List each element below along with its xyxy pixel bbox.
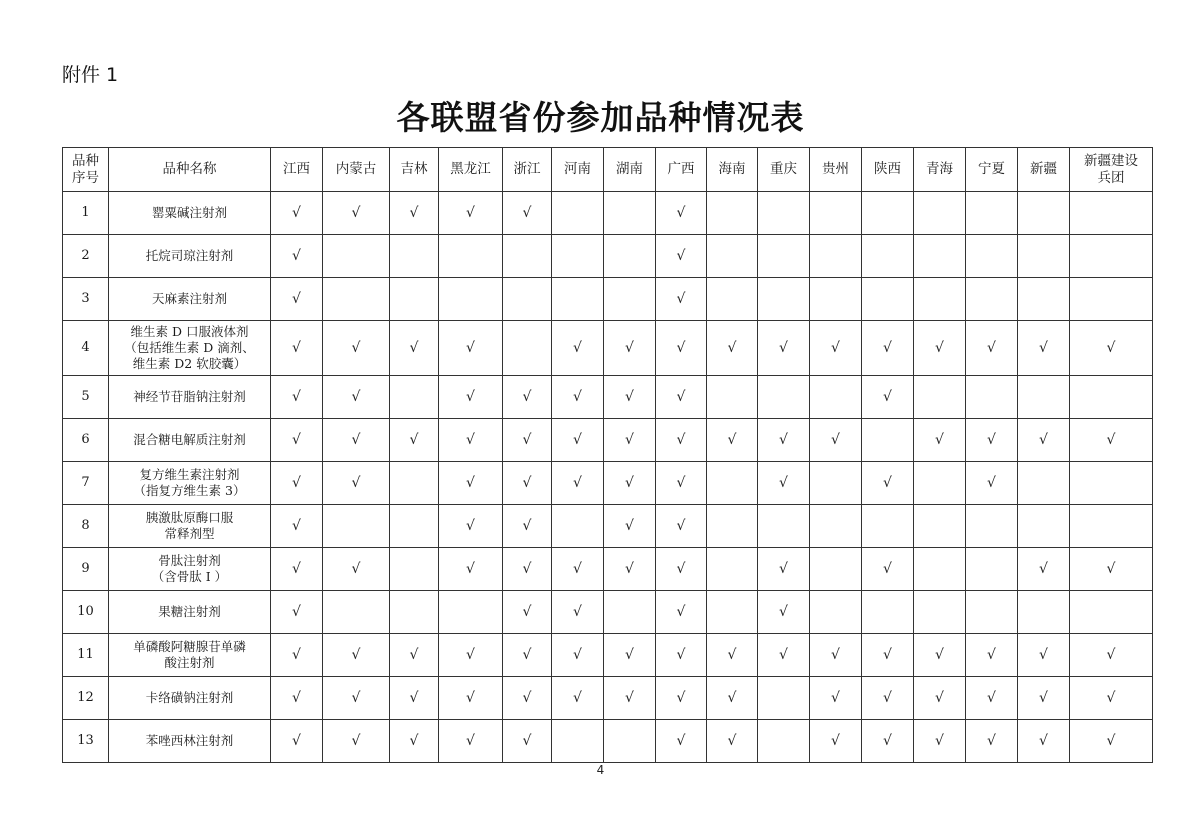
- empty-cell: [604, 192, 656, 235]
- empty-cell: [1018, 462, 1070, 505]
- empty-cell: [503, 235, 552, 278]
- col-header-seq-label: 品种 序号: [72, 152, 99, 186]
- check-mark-cell: √: [707, 677, 758, 720]
- empty-cell: [1070, 505, 1153, 548]
- empty-cell: [439, 278, 503, 321]
- empty-cell: [966, 376, 1018, 419]
- col-header-province: [656, 148, 707, 192]
- table-row: [63, 634, 1153, 677]
- check-mark-cell: √: [390, 321, 439, 376]
- check-mark-cell: √: [271, 720, 323, 763]
- col-header-province: [1070, 148, 1153, 192]
- check-mark-cell: √: [503, 505, 552, 548]
- check-mark-cell: √: [439, 720, 503, 763]
- empty-cell: [862, 505, 914, 548]
- empty-cell: [390, 505, 439, 548]
- check-mark-cell: √: [1018, 548, 1070, 591]
- empty-cell: [862, 419, 914, 462]
- check-mark-cell: √: [323, 677, 390, 720]
- check-mark-cell: √: [439, 192, 503, 235]
- table-row: [63, 677, 1153, 720]
- empty-cell: [1018, 505, 1070, 548]
- check-mark-cell: √: [914, 321, 966, 376]
- table-row: [63, 548, 1153, 591]
- empty-cell: [707, 591, 758, 634]
- check-mark-cell: √: [503, 634, 552, 677]
- empty-cell: [552, 235, 604, 278]
- empty-cell: [758, 192, 810, 235]
- col-header-province-label: 浙江: [513, 161, 541, 177]
- check-mark-cell: √: [862, 677, 914, 720]
- check-mark-cell: √: [1018, 419, 1070, 462]
- check-mark-cell: √: [862, 321, 914, 376]
- page-number: 4: [596, 763, 605, 777]
- check-mark-cell: √: [439, 548, 503, 591]
- col-header-province-label: 江西: [283, 161, 310, 177]
- empty-cell: [758, 278, 810, 321]
- col-header-province-label: 吉林: [400, 161, 428, 177]
- check-mark-cell: √: [862, 376, 914, 419]
- check-mark-cell: √: [271, 192, 323, 235]
- row-variety-name: 神经节苷脂钠注射剂: [109, 376, 271, 419]
- col-header-province-label: 新疆建设 兵团: [1084, 152, 1138, 186]
- check-mark-cell: √: [758, 321, 810, 376]
- empty-cell: [604, 591, 656, 634]
- empty-cell: [810, 591, 862, 634]
- col-header-province: [862, 148, 914, 192]
- row-variety-name: 苯唑西林注射剂: [109, 720, 271, 763]
- check-mark-cell: √: [1018, 321, 1070, 376]
- check-mark-cell: √: [656, 505, 707, 548]
- check-mark-cell: √: [914, 419, 966, 462]
- row-variety-name: 托烷司琼注射剂: [109, 235, 271, 278]
- check-mark-cell: √: [552, 591, 604, 634]
- col-header-province-label: 宁夏: [978, 161, 1005, 177]
- empty-cell: [966, 548, 1018, 591]
- check-mark-cell: √: [503, 192, 552, 235]
- col-header-province: [914, 148, 966, 192]
- col-header-name-label: 品种名称: [162, 161, 217, 177]
- check-mark-cell: √: [914, 720, 966, 763]
- empty-cell: [323, 505, 390, 548]
- row-seq: 13: [63, 720, 109, 763]
- check-mark-cell: √: [656, 192, 707, 235]
- check-mark-cell: √: [390, 419, 439, 462]
- check-mark-cell: √: [552, 462, 604, 505]
- row-seq: 7: [63, 462, 109, 505]
- table-row: [63, 591, 1153, 634]
- empty-cell: [914, 376, 966, 419]
- empty-cell: [604, 235, 656, 278]
- col-header-province: [323, 148, 390, 192]
- check-mark-cell: √: [914, 677, 966, 720]
- check-mark-cell: √: [1070, 677, 1153, 720]
- row-variety-name: 天麻素注射剂: [109, 278, 271, 321]
- col-header-province: [707, 148, 758, 192]
- check-mark-cell: √: [552, 419, 604, 462]
- check-mark-cell: √: [271, 419, 323, 462]
- check-mark-cell: √: [1070, 321, 1153, 376]
- check-mark-cell: √: [810, 419, 862, 462]
- empty-cell: [1018, 192, 1070, 235]
- check-mark-cell: √: [966, 419, 1018, 462]
- empty-cell: [552, 278, 604, 321]
- row-variety-name: 骨肽注射剂 （含骨肽 I ）: [109, 548, 271, 591]
- check-mark-cell: √: [271, 677, 323, 720]
- check-mark-cell: √: [707, 634, 758, 677]
- check-mark-cell: √: [1070, 419, 1153, 462]
- empty-cell: [390, 591, 439, 634]
- table-row: [63, 462, 1153, 505]
- col-header-province: [604, 148, 656, 192]
- empty-cell: [966, 235, 1018, 278]
- empty-cell: [914, 235, 966, 278]
- check-mark-cell: √: [656, 548, 707, 591]
- empty-cell: [604, 278, 656, 321]
- row-variety-name: 维生素 D 口服液体剂 （包括维生素 D 滴剂、 维生素 D2 软胶囊）: [109, 321, 271, 376]
- table-body: [63, 192, 1153, 763]
- check-mark-cell: √: [604, 548, 656, 591]
- check-mark-cell: √: [966, 634, 1018, 677]
- empty-cell: [707, 462, 758, 505]
- check-mark-cell: √: [604, 462, 656, 505]
- col-header-province-label: 陕西: [874, 161, 901, 177]
- col-header-province-label: 河南: [564, 161, 591, 177]
- empty-cell: [914, 548, 966, 591]
- empty-cell: [552, 505, 604, 548]
- row-seq: 4: [63, 321, 109, 376]
- table-row: [63, 720, 1153, 763]
- check-mark-cell: √: [323, 321, 390, 376]
- check-mark-cell: √: [604, 505, 656, 548]
- col-header-province-label: 黑龙江: [450, 161, 491, 177]
- check-mark-cell: √: [1018, 720, 1070, 763]
- empty-cell: [1070, 192, 1153, 235]
- empty-cell: [758, 677, 810, 720]
- check-mark-cell: √: [656, 677, 707, 720]
- row-seq: 2: [63, 235, 109, 278]
- check-mark-cell: √: [552, 677, 604, 720]
- empty-cell: [914, 505, 966, 548]
- empty-cell: [1070, 278, 1153, 321]
- check-mark-cell: √: [271, 376, 323, 419]
- empty-cell: [390, 278, 439, 321]
- check-mark-cell: √: [656, 591, 707, 634]
- col-header-province-label: 内蒙古: [335, 161, 377, 177]
- empty-cell: [604, 720, 656, 763]
- check-mark-cell: √: [271, 548, 323, 591]
- check-mark-cell: √: [552, 321, 604, 376]
- check-mark-cell: √: [707, 720, 758, 763]
- check-mark-cell: √: [1018, 677, 1070, 720]
- col-header-province: [271, 148, 323, 192]
- check-mark-cell: √: [966, 677, 1018, 720]
- check-mark-cell: √: [439, 505, 503, 548]
- check-mark-cell: √: [656, 634, 707, 677]
- empty-cell: [810, 192, 862, 235]
- table-row: [63, 419, 1153, 462]
- row-variety-name: 果糖注射剂: [109, 591, 271, 634]
- check-mark-cell: √: [271, 591, 323, 634]
- check-mark-cell: √: [552, 548, 604, 591]
- check-mark-cell: √: [390, 720, 439, 763]
- check-mark-cell: √: [1070, 634, 1153, 677]
- check-mark-cell: √: [439, 376, 503, 419]
- check-mark-cell: √: [323, 720, 390, 763]
- row-variety-name: 卡络磺钠注射剂: [109, 677, 271, 720]
- check-mark-cell: √: [707, 321, 758, 376]
- check-mark-cell: √: [503, 677, 552, 720]
- row-seq: 3: [63, 278, 109, 321]
- check-mark-cell: √: [604, 677, 656, 720]
- empty-cell: [552, 720, 604, 763]
- check-mark-cell: √: [1070, 720, 1153, 763]
- check-mark-cell: √: [656, 321, 707, 376]
- page-title: 各联盟省份参加品种情况表: [396, 98, 805, 137]
- check-mark-cell: √: [656, 419, 707, 462]
- col-header-province-label: 青海: [926, 161, 953, 177]
- empty-cell: [707, 278, 758, 321]
- empty-cell: [914, 591, 966, 634]
- check-mark-cell: √: [604, 634, 656, 677]
- table-row: [63, 235, 1153, 278]
- check-mark-cell: √: [271, 235, 323, 278]
- empty-cell: [439, 235, 503, 278]
- col-header-province: [552, 148, 604, 192]
- check-mark-cell: √: [271, 278, 323, 321]
- empty-cell: [1018, 235, 1070, 278]
- check-mark-cell: √: [862, 548, 914, 591]
- check-mark-cell: √: [810, 720, 862, 763]
- check-mark-cell: √: [503, 462, 552, 505]
- check-mark-cell: √: [390, 677, 439, 720]
- check-mark-cell: √: [758, 634, 810, 677]
- row-seq: 1: [63, 192, 109, 235]
- check-mark-cell: √: [271, 321, 323, 376]
- check-mark-cell: √: [390, 634, 439, 677]
- check-mark-cell: √: [810, 677, 862, 720]
- empty-cell: [758, 376, 810, 419]
- row-seq: 9: [63, 548, 109, 591]
- table-row: [63, 321, 1153, 376]
- col-header-province-label: 贵州: [822, 161, 849, 177]
- check-mark-cell: √: [1070, 548, 1153, 591]
- col-header-province-label: 海南: [718, 161, 746, 177]
- empty-cell: [966, 591, 1018, 634]
- row-variety-name: 混合糖电解质注射剂: [109, 419, 271, 462]
- table-row: [63, 376, 1153, 419]
- check-mark-cell: √: [552, 376, 604, 419]
- varieties-table: [62, 147, 1153, 763]
- check-mark-cell: √: [758, 591, 810, 634]
- row-seq: 12: [63, 677, 109, 720]
- empty-cell: [810, 548, 862, 591]
- col-header-province-label: 湖南: [616, 161, 643, 177]
- row-seq: 11: [63, 634, 109, 677]
- empty-cell: [390, 548, 439, 591]
- check-mark-cell: √: [323, 376, 390, 419]
- check-mark-cell: √: [503, 419, 552, 462]
- empty-cell: [323, 235, 390, 278]
- check-mark-cell: √: [439, 419, 503, 462]
- row-variety-name: 罂粟碱注射剂: [109, 192, 271, 235]
- empty-cell: [323, 278, 390, 321]
- empty-cell: [707, 235, 758, 278]
- empty-cell: [966, 505, 1018, 548]
- check-mark-cell: √: [656, 278, 707, 321]
- empty-cell: [552, 192, 604, 235]
- check-mark-cell: √: [271, 505, 323, 548]
- check-mark-cell: √: [758, 419, 810, 462]
- check-mark-cell: √: [966, 720, 1018, 763]
- empty-cell: [503, 278, 552, 321]
- row-variety-name: 单磷酸阿糖腺苷单磷 酸注射剂: [109, 634, 271, 677]
- empty-cell: [758, 235, 810, 278]
- header-row: [63, 148, 1153, 192]
- col-header-seq: [63, 148, 109, 192]
- table-row: [63, 278, 1153, 321]
- check-mark-cell: √: [439, 634, 503, 677]
- row-seq: 6: [63, 419, 109, 462]
- empty-cell: [503, 321, 552, 376]
- check-mark-cell: √: [439, 321, 503, 376]
- empty-cell: [390, 235, 439, 278]
- empty-cell: [707, 505, 758, 548]
- check-mark-cell: √: [271, 634, 323, 677]
- empty-cell: [1070, 235, 1153, 278]
- empty-cell: [914, 278, 966, 321]
- check-mark-cell: √: [503, 376, 552, 419]
- check-mark-cell: √: [390, 192, 439, 235]
- empty-cell: [966, 278, 1018, 321]
- check-mark-cell: √: [503, 548, 552, 591]
- check-mark-cell: √: [552, 634, 604, 677]
- check-mark-cell: √: [966, 321, 1018, 376]
- col-header-province: [390, 148, 439, 192]
- check-mark-cell: √: [323, 634, 390, 677]
- check-mark-cell: √: [862, 720, 914, 763]
- empty-cell: [810, 278, 862, 321]
- empty-cell: [914, 462, 966, 505]
- check-mark-cell: √: [323, 419, 390, 462]
- check-mark-cell: √: [439, 677, 503, 720]
- empty-cell: [1018, 591, 1070, 634]
- attachment-label: 附件 1: [62, 64, 119, 86]
- row-variety-name: 复方维生素注射剂 （指复方维生素 3）: [109, 462, 271, 505]
- col-header-province: [1018, 148, 1070, 192]
- check-mark-cell: √: [323, 192, 390, 235]
- empty-cell: [810, 235, 862, 278]
- check-mark-cell: √: [758, 462, 810, 505]
- col-header-province: [810, 148, 862, 192]
- row-seq: 10: [63, 591, 109, 634]
- check-mark-cell: √: [323, 548, 390, 591]
- empty-cell: [1070, 462, 1153, 505]
- check-mark-cell: √: [656, 720, 707, 763]
- col-header-province: [758, 148, 810, 192]
- check-mark-cell: √: [810, 321, 862, 376]
- empty-cell: [323, 591, 390, 634]
- empty-cell: [390, 376, 439, 419]
- table-row: [63, 505, 1153, 548]
- check-mark-cell: √: [810, 634, 862, 677]
- col-header-province: [503, 148, 552, 192]
- empty-cell: [439, 591, 503, 634]
- check-mark-cell: √: [707, 419, 758, 462]
- table-row: [63, 192, 1153, 235]
- empty-cell: [966, 192, 1018, 235]
- col-header-province-label: 重庆: [770, 161, 797, 177]
- check-mark-cell: √: [862, 634, 914, 677]
- check-mark-cell: √: [862, 462, 914, 505]
- check-mark-cell: √: [966, 462, 1018, 505]
- empty-cell: [707, 548, 758, 591]
- empty-cell: [862, 235, 914, 278]
- check-mark-cell: √: [1018, 634, 1070, 677]
- check-mark-cell: √: [439, 462, 503, 505]
- empty-cell: [390, 462, 439, 505]
- check-mark-cell: √: [271, 462, 323, 505]
- check-mark-cell: √: [604, 321, 656, 376]
- check-mark-cell: √: [656, 462, 707, 505]
- check-mark-cell: √: [758, 548, 810, 591]
- check-mark-cell: √: [604, 376, 656, 419]
- empty-cell: [758, 720, 810, 763]
- row-seq: 8: [63, 505, 109, 548]
- empty-cell: [862, 192, 914, 235]
- empty-cell: [707, 192, 758, 235]
- check-mark-cell: √: [503, 720, 552, 763]
- empty-cell: [707, 376, 758, 419]
- col-header-province: [966, 148, 1018, 192]
- empty-cell: [1070, 591, 1153, 634]
- empty-cell: [1070, 376, 1153, 419]
- check-mark-cell: √: [914, 634, 966, 677]
- empty-cell: [1018, 278, 1070, 321]
- check-mark-cell: √: [656, 235, 707, 278]
- empty-cell: [1018, 376, 1070, 419]
- empty-cell: [862, 278, 914, 321]
- empty-cell: [810, 462, 862, 505]
- col-header-province-label: 广西: [667, 161, 695, 177]
- empty-cell: [862, 591, 914, 634]
- empty-cell: [810, 505, 862, 548]
- row-variety-name: 胰激肽原酶口服 常释剂型: [109, 505, 271, 548]
- col-header-province: [439, 148, 503, 192]
- empty-cell: [810, 376, 862, 419]
- row-seq: 5: [63, 376, 109, 419]
- check-mark-cell: √: [323, 462, 390, 505]
- check-mark-cell: √: [503, 591, 552, 634]
- col-header-name: [109, 148, 271, 192]
- empty-cell: [758, 505, 810, 548]
- check-mark-cell: √: [656, 376, 707, 419]
- empty-cell: [914, 192, 966, 235]
- col-header-province-label: 新疆: [1030, 161, 1057, 177]
- check-mark-cell: √: [604, 419, 656, 462]
